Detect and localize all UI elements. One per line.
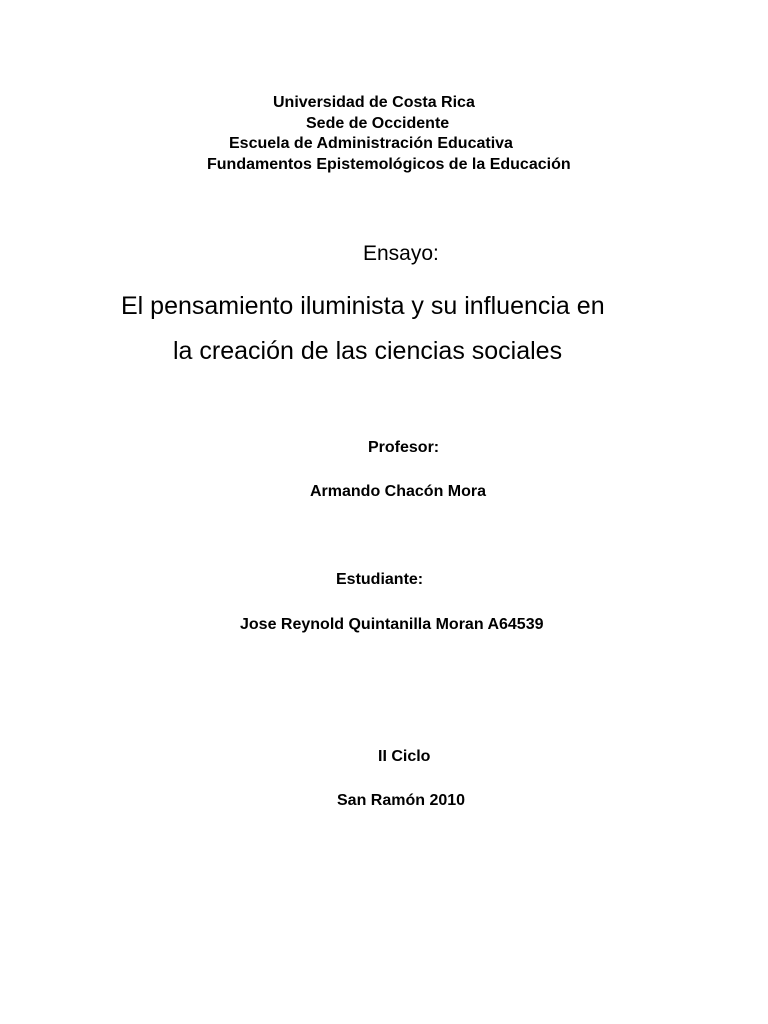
university-name: Universidad de Costa Rica xyxy=(273,94,475,111)
essay-label: Ensayo: xyxy=(363,242,439,265)
student-label: Estudiante: xyxy=(336,571,424,588)
professor-label: Profesor: xyxy=(368,439,440,456)
student-name: Jose Reynold Quintanilla Moran A64539 xyxy=(240,616,544,633)
essay-title-line-2: la creación de las ciencias sociales xyxy=(173,337,563,365)
cycle-text: II Ciclo xyxy=(378,748,431,765)
course-name: Fundamentos Epistemológicos de la Educación xyxy=(207,156,571,173)
campus-name: Sede de Occidente xyxy=(306,115,450,132)
essay-title-line-1: El pensamiento iluminista y su influencia en xyxy=(121,292,605,320)
place-year-text: San Ramón 2010 xyxy=(337,792,466,809)
professor-name: Armando Chacón Mora xyxy=(310,483,487,500)
school-name: Escuela de Administración Educativa xyxy=(229,135,513,152)
